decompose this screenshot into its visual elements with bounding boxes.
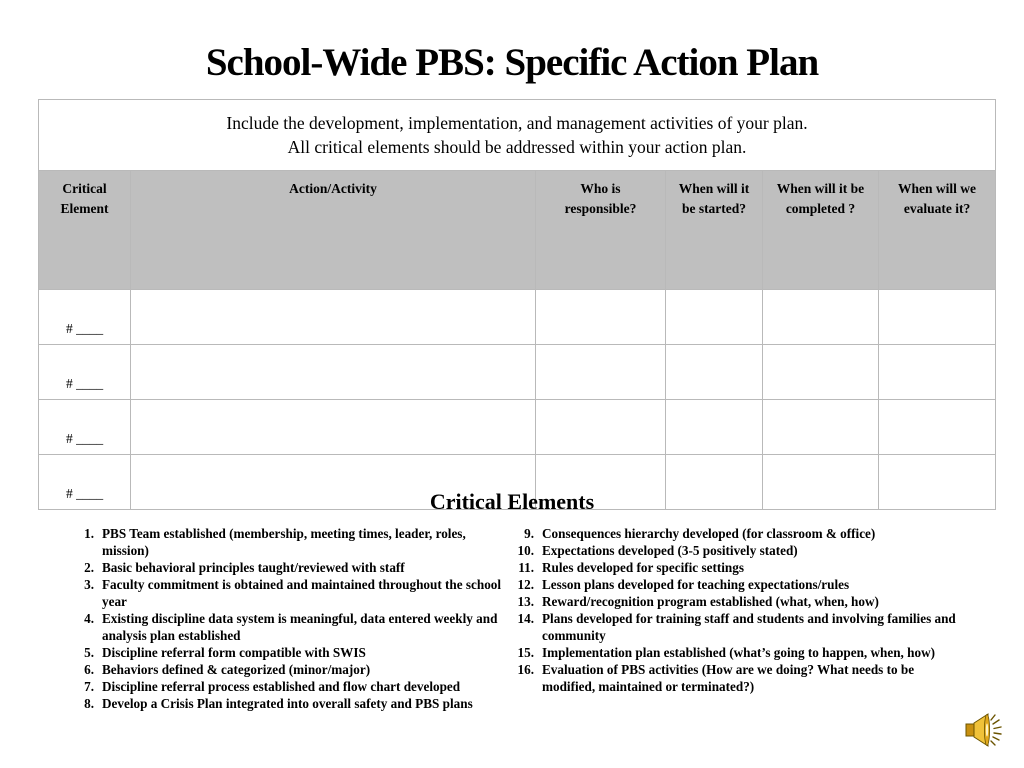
item-text: Basic behavioral principles taught/reviewed with staff <box>102 560 405 575</box>
table-row <box>39 345 996 400</box>
list-item <box>68 576 508 610</box>
list-item <box>68 678 508 695</box>
list-item <box>508 661 970 695</box>
item-text: Consequences hierarchy developed (for classroom & office) <box>542 526 876 541</box>
list-item <box>508 559 970 576</box>
instructions-line-1: Include the development, implementation, and management activities of your plan. <box>226 113 808 133</box>
element-number-cell: # ____ <box>39 290 131 345</box>
item-number: 1. <box>84 526 94 541</box>
item-text: Develop a Crisis Plan integrated into overall safety and PBS plans <box>102 696 473 711</box>
item-text: Lesson plans developed for teaching expectations/rules <box>542 577 850 592</box>
item-text: Discipline referral form compatible with SWIS <box>102 645 366 660</box>
empty-cell <box>131 400 536 455</box>
table-row <box>39 400 996 455</box>
item-text: Evaluation of PBS activities (How are we doing? What needs to be modified, maintained or terminated?) <box>542 662 915 694</box>
item-number: 13. <box>517 594 534 609</box>
item-text: Expectations developed (3-5 positively stated) <box>542 543 798 558</box>
list-item <box>68 695 508 712</box>
critical-elements-list-left <box>68 525 508 712</box>
critical-elements-heading: Critical Elements <box>429 489 595 514</box>
table-row <box>39 290 996 345</box>
list-item <box>508 593 970 610</box>
item-number: 8. <box>84 696 94 711</box>
empty-cell <box>879 290 996 345</box>
list-item <box>508 644 970 661</box>
item-text: Rules developed for specific settings <box>542 560 744 575</box>
item-text: Implementation plan established (what’s going to happen, when, how) <box>542 645 935 660</box>
empty-cell <box>763 345 879 400</box>
item-number: 16. <box>517 662 534 677</box>
list-item <box>68 661 508 678</box>
list-item <box>508 542 970 559</box>
action-plan-table <box>38 99 996 510</box>
item-text: Plans developed for training staff and students and involving families and community <box>542 611 956 643</box>
item-text: Behaviors defined & categorized (minor/major) <box>102 662 371 677</box>
empty-cell <box>131 290 536 345</box>
list-item <box>68 559 508 576</box>
header-cell-who-responsible: Who is responsible? <box>536 171 666 290</box>
item-text: Reward/recognition program established (what, when, how) <box>542 594 879 609</box>
header-cell-when-evaluate: When will we evaluate it? <box>879 171 996 290</box>
list-item <box>508 576 970 593</box>
item-text: Discipline referral process established and flow chart developed <box>102 679 461 694</box>
item-number: 11. <box>518 560 534 575</box>
list-item <box>68 525 508 559</box>
item-number: 3. <box>84 577 94 592</box>
empty-cell <box>879 345 996 400</box>
list-item <box>68 644 508 661</box>
item-number: 12. <box>517 577 534 592</box>
element-number-cell: # ____ <box>39 345 131 400</box>
item-text: Faculty commitment is obtained and maintained throughout the school year <box>102 577 502 609</box>
element-number-cell: # ____ <box>39 455 131 510</box>
header-cell-when-completed: When will it be completed ? <box>763 171 879 290</box>
header-cell-critical-element: Critical Element <box>39 171 131 290</box>
item-number: 7. <box>84 679 94 694</box>
instructions-row <box>39 100 996 171</box>
speaker-icon[interactable] <box>961 707 1007 753</box>
table-header-row <box>39 171 996 290</box>
empty-cell <box>536 345 666 400</box>
item-number: 14. <box>517 611 534 626</box>
item-number: 5. <box>84 645 94 660</box>
list-item <box>508 610 970 644</box>
instructions-cell <box>39 100 996 171</box>
page-title: School-Wide PBS: Specific Action Plan <box>205 41 819 84</box>
list-item <box>508 525 970 542</box>
empty-cell <box>666 345 763 400</box>
empty-cell <box>536 400 666 455</box>
item-text: Existing discipline data system is meaningful, data entered weekly and analysis plan established <box>102 611 498 643</box>
header-cell-action-activity: Action/Activity <box>131 171 536 290</box>
empty-cell <box>666 290 763 345</box>
empty-cell <box>131 345 536 400</box>
critical-elements-list-right <box>508 525 970 695</box>
item-number: 9. <box>524 526 534 541</box>
instructions-line-2: All critical elements should be addressed within your action plan. <box>287 137 747 157</box>
item-text: PBS Team established (membership, meeting times, leader, roles, mission) <box>102 526 466 558</box>
empty-cell <box>879 400 996 455</box>
element-number-cell: # ____ <box>39 400 131 455</box>
item-number: 2. <box>84 560 94 575</box>
item-number: 10. <box>517 543 534 558</box>
empty-cell <box>763 290 879 345</box>
empty-cell <box>666 400 763 455</box>
item-number: 15. <box>517 645 534 660</box>
list-item <box>68 610 508 644</box>
header-cell-when-started: When will it be started? <box>666 171 763 290</box>
item-number: 4. <box>84 611 94 626</box>
empty-cell <box>536 290 666 345</box>
empty-cell <box>763 400 879 455</box>
item-number: 6. <box>84 662 94 677</box>
